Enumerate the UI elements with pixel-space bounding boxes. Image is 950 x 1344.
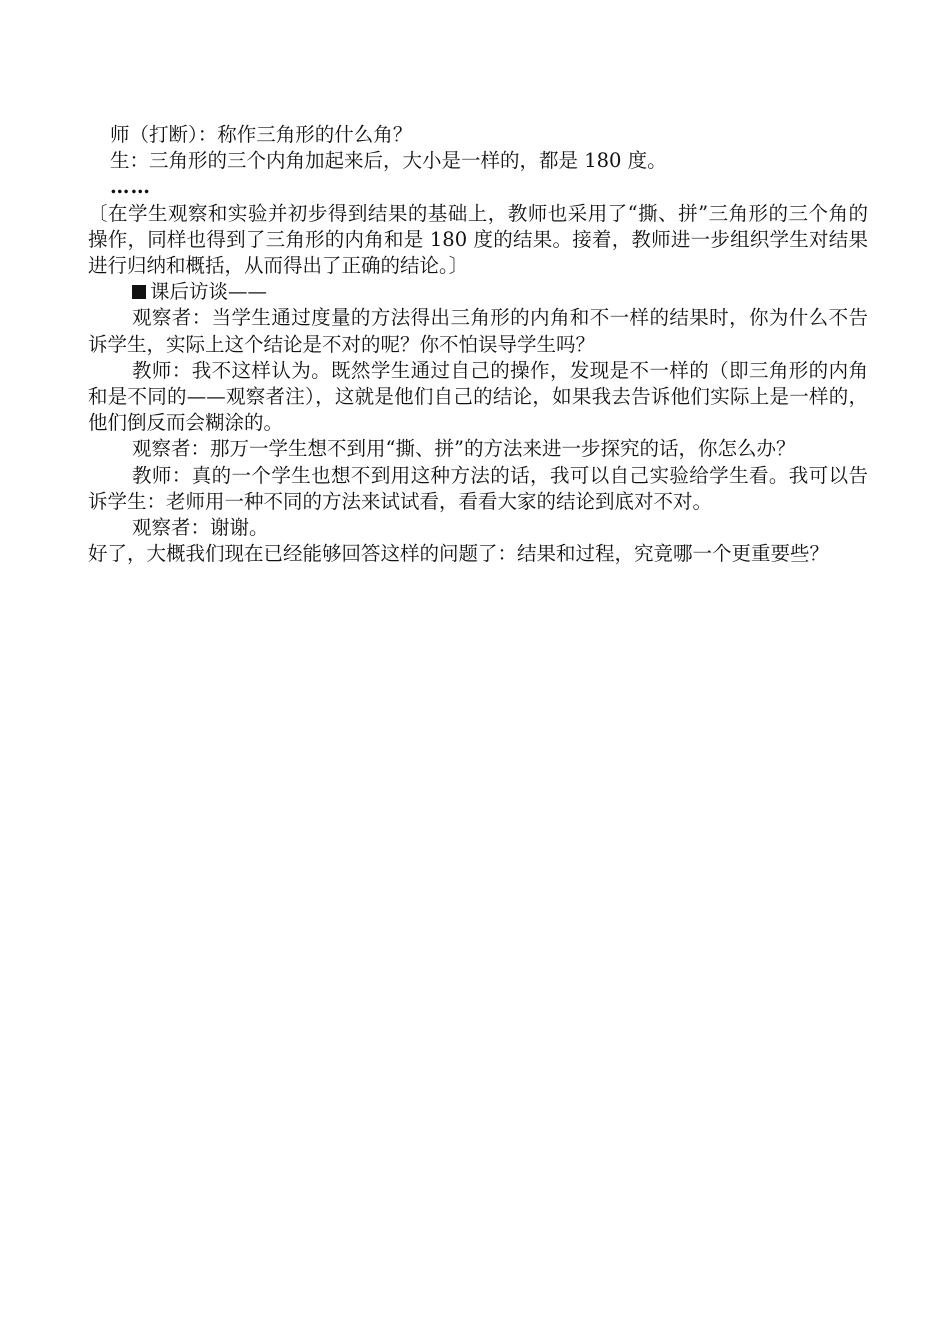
document-page — [88, 122, 868, 567]
observer-note-paragraph: 〔在学生观察和实验并初步得到结果的基础上，教师也采用了“撕、拼”三角形的三个角的操作，同样也得到了三角形的内角和是 180 度的结果。接着，教师进一步组织学生对结果进行归纳和概括，从而得出了正确的结论。〕 — [88, 201, 868, 278]
ellipsis: …… — [110, 175, 151, 199]
interview-heading-text: 课后访谈—— — [150, 280, 268, 304]
interview-line: 教师：真的一个学生也想不到用这种方法的话，我可以自己实验给学生看。我可以告诉学生：老师用一种不同的方法来试试看，看看大家的结论到底对不对。 — [88, 463, 868, 513]
square-bullet-icon — [132, 285, 146, 299]
teacher-interrupt-line: 师（打断）：称作三角形的什么角？ — [110, 123, 413, 146]
interview-line: 观察者：当学生通过度量的方法得出三角形的内角和不一样的结果时，你为什么不告诉学生，实际上这个结论是不对的呢？你不怕误导学生吗？ — [88, 306, 868, 356]
interview-heading — [88, 279, 868, 305]
student-answer-line: 生：三角形的三个内角加起来后，大小是一样的，都是 180 度。 — [110, 149, 667, 173]
interview-line: 观察者：那万一学生想不到用“撕、拼”的方法来进一步探究的话，你怎么办？ — [132, 437, 796, 461]
interview-line: 教师：我不这样认为。既然学生通过自己的操作，发现是不一样的（即三角形的内角和是不同的——观察者注），这就是他们自己的结论，如果我去告诉他们实际上是一样的，他们倒反而会糊涂的。 — [88, 358, 868, 435]
closing-paragraph: 好了，大概我们现在已经能够回答这样的问题了：结果和过程，究竟哪一个更重要些？ — [88, 542, 830, 566]
interview-line: 观察者：谢谢。 — [132, 516, 269, 540]
